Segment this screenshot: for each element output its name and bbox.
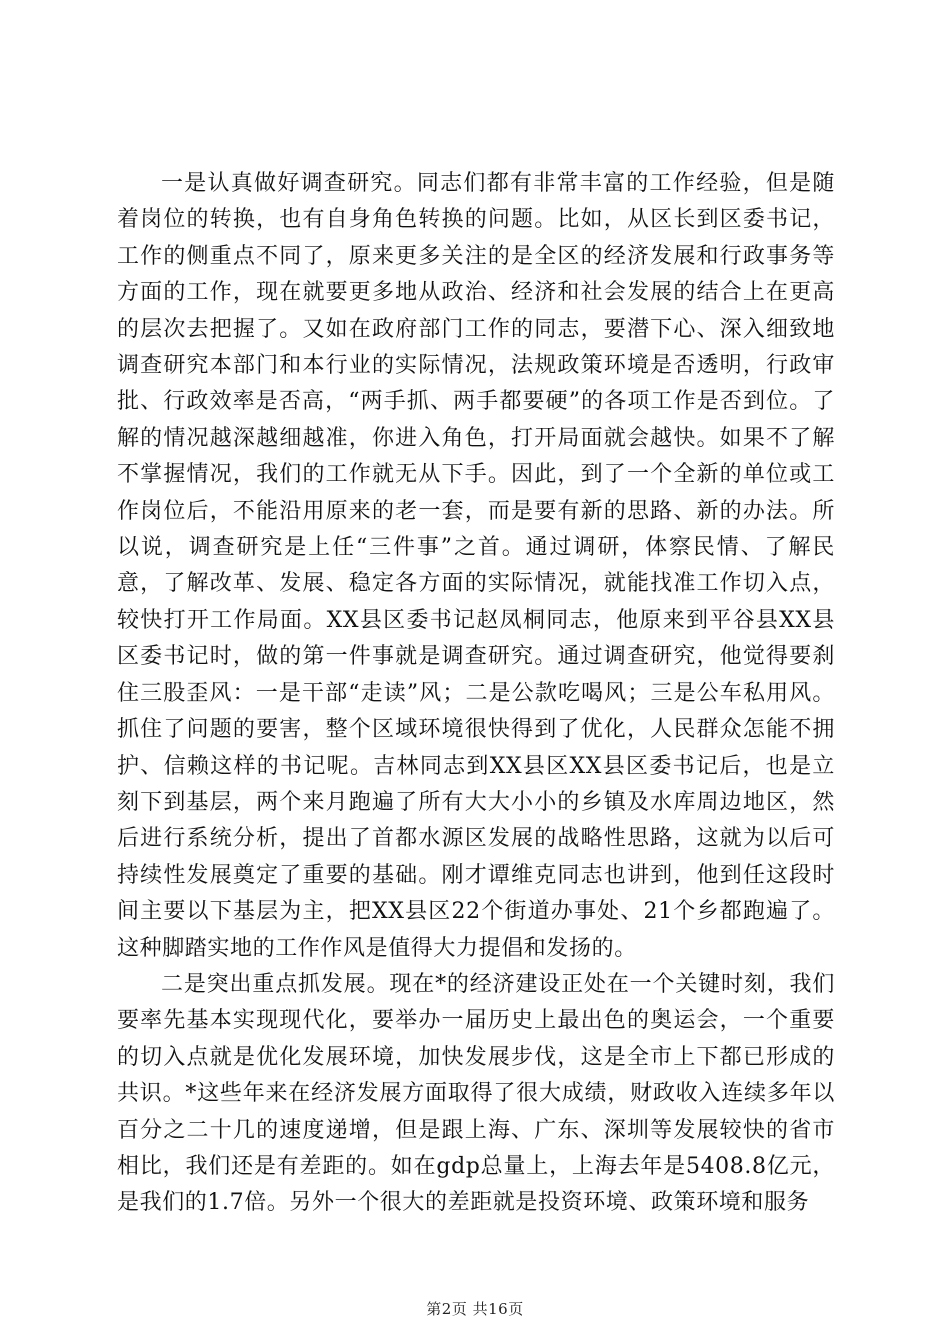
paragraph-research: 一是认真做好调查研究。同志们都有非常丰富的工作经验，但是随着岗位的转换，也有自身角色转换的问题。比如，从区长到区委书记，工作的侧重点不同了，原来更多关注的是全区的经济发展和行政事务等方面的工作，现在就要更多地从政治、经济和社会发展的结合上在更高的层次去把握了。又如在政府部门工作的同志，要潜下心、深入细致地调查研究本部门和本行业的实际情况，法规政策环境是否透明，行政审批、行政效率是否高，“两手抓、两手都要硬”的各项工作是否到位。了解的情况越深越细越准，你进入角色，打开局面就会越快。如果不了解不掌握情况，我们的工作就无从下手。因此，到了一个全新的单位或工作岗位后，不能沿用原来的老一套，而是要有新的思路、新的办法。所以说，调查研究是上任“三件事”之首。通过调研，体察民情、了解民意，了解改革、发展、稳定各方面的实际情况，就能找准工作切入点，较快打开工作局面。XX县区委书记赵凤桐同志，他原来到平谷县XX县区委书记时，做的第一件事就是调查研究。通过调查研究，他觉得要刹住三股歪风：一是干部“走读”风；二是公款吃喝风；三是公车私用风。抓住了问题的要害，整个区域环境很快得到了优化，人民群众怎能不拥护、信赖这样的书记呢。吉林同志到XX县区XX县区委书记后，也是立刻下到基层，两个来月跑遍了所有大大小小的乡镇及水库周边地区，然后进行系统分析，提出了首都水源区发展的战略性思路，这就为以后可持续性发展奠定了重要的基础。刚才谭维克同志也讲到，他到任这段时间主要以下基层为主，把XX县区22个街道办事处、21个乡都跑遍了。这种脚踏实地的工作作风是值得大力提倡和发扬的。 — [117, 171, 835, 961]
paragraph-development: 二是突出重点抓发展。现在*的经济建设正处在一个关键时刻，我们要率先基本实现现代化，要举办一届历史上最出色的奥运会，一个重要的切入点就是优化发展环境，加快发展步伐，这是全市上下都已形成的共识。*这些年来在经济发展方面取得了很大成绩，财政收入连续多年以百分之二十几的速度递增，但是跟上海、广东、深圳等发展较快的省市相比，我们还是有差距的。如在gdp总量上，上海去年是5408.8亿元，是我们的1.7倍。另外一个很大的差距就是投资环境、政策环境和服务 — [117, 971, 835, 1216]
page-footer: 第2页 共16页 — [426, 1300, 524, 1318]
body-text — [117, 166, 835, 1222]
